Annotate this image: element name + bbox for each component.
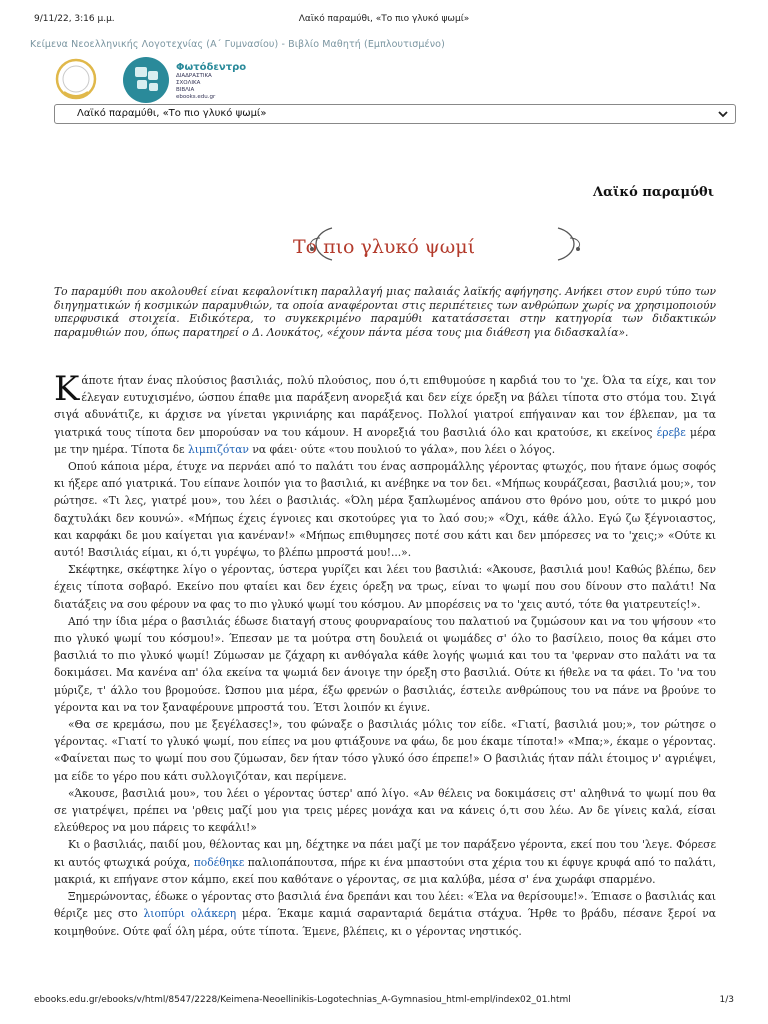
logo-line1: ΔΙΑΔΡΑΣΤΙΚΑ	[176, 73, 212, 79]
photodentro-logo-text	[176, 62, 246, 101]
glossary-link-podethike[interactable]: ποδέθηκε	[193, 855, 245, 869]
story-paragraph-6: «Άκουσε, βασιλιά μου», του λέει ο γέροντας ύστερ' από λίγο. «Αν θέλεις να δοκιμάσεις στ' αληθινά το ψωμί που θα σε γιατρέψει, πρέπει να 'ρθεις μαζί μου για τρεις μέρες μονάχα και να κάνεις ό,τι σου λέω. Αν δε γίνεις καλά, είσαι ελεύθερος να μου πάρεις το κεφάλι!»	[54, 786, 716, 835]
print-datetime: 9/11/22, 3:16 μ.μ.	[34, 14, 115, 24]
story-paragraph-1	[54, 369, 716, 458]
p8-text-a: Ξημερώνοντας, έδωκε ο γέροντας στο βασιλιά ένα δρεπάνι και του λέει: «Έλα να θερίσουμε!». Έπιασε ο βασιλιάς και θέριζε μες στο	[54, 890, 716, 921]
logo-line2: ΣΧΟΛΙΚΑ	[176, 80, 201, 86]
story-paragraph-3: Σκέφτηκε, σκέφτηκε λίγο ο γέροντας, ύστερα γυρίζει και λέει του βασιλιά: «Άκουσε, βασιλιά μου! Καθώς βλέπω, δεν έχεις τίποτα σοβαρό. Εκείνο που φταίει και δεν έχεις όρεξη να τρως, είναι το ψωμί που σου δίνουν στο παλάτι! Να διατάξεις να σου φέρουν να φας το πιο γλυκό ψωμί του κόσμου. Αν μπορέσεις να το 'χεις αυτό, τότε θα γιατρευτείς!».	[54, 563, 716, 611]
ministry-logo-icon[interactable]	[54, 56, 98, 102]
glossary-link-limpizotan[interactable]: λιμπιζόταν	[187, 442, 249, 456]
print-header	[34, 14, 734, 28]
glossary-link-liopyri[interactable]: λιοπύρι ολάκερη	[143, 907, 237, 921]
chapter-select[interactable]	[54, 104, 736, 124]
print-doc-title: Λαϊκό παραμύθι, «Το πιο γλυκό ψωμί»	[298, 14, 470, 24]
p7-text-a: Κι ο βασιλιάς, παιδί μου, θέλοντας και μη, δέχτηκε να πάει μαζί με τον παράξενο γέροντα, εκεί που του 'λεγε. Φόρεσε κι αυτός φτωχικά ρούχα,	[54, 838, 716, 869]
logo-site: ebooks.edu.gr	[176, 94, 216, 100]
intro-text: Το παραμύθι που ακολουθεί είναι κεφαλονίτικη παραλλαγή μιας παλαιάς λαϊκής αφήγησης. Ανήκει στον ευρύ τύπο των διηγηματικών ή κοσμικών παραμυθιών, τα οποία αναφέρονται στις περιπέτειες των ανθρώπων χωρίς να χρησιμοποιούν υπερφυσικά στοιχεία. Ειδικότερα, το συγκεκριμένο παραμύθι κατατάσσεται στην κατηγορία των διδακτικών παραμυθιών που, όπως παρατηρεί ο Δ. Λουκάτος,	[54, 285, 716, 340]
right-ornament-icon	[554, 222, 588, 266]
glossary-link-erevve[interactable]: έρεβε	[656, 425, 686, 439]
p8-text-b: μέρα. Έκαμε καμιά σαρανταριά δεμάτια στάχυα. Ήρθε το βράδυ, πέσανε ξεροί να κοιμηθούνε. Ούτε φαΐ όλη μέρα, ούτε τίποτα. Έμενε, βλέπεις, κι ο γέροντας νηστικός.	[54, 907, 717, 938]
story-paragraph-2: Οπού κάποια μέρα, έτυχε να περνάει από το παλάτι του ένας ασπρομάλλης γέροντας φτωχός, που ήτανε όμως σοφός κι ήξερε από γιατρικά. Του είπανε λοιπόν για το βασιλιά, κι ανέβηκε να τον δει. «Μήπως κουράζεσαι, βασιλιά μου;», τον ρώτησε. «Τι λες, γιατρέ μου», του λέει ο βασιλιάς. «Όλη μέρα ξαπλωμένος απάνου στο θρόνο μου, ούτε το μικρό μου δαχτυλάκι δεν κουνώ». «Μήπως έχεις έγνοιες και σκοτούρες για το λαό σου;» «Όχι, κάθε άλλο. Εγώ ζω ξέγνοιαστος, και καρφάκι δε μου καίγεται για κανέναν!» «Μήπως επιθυμησες ποτέ σου κάτι και δεν μπόρεσες να το 'χεις;» «Ούτε κι αυτό! Βασιλιάς είμαι, κι ό,τι γυρέψω, το βλέπω μπροστά μου!...».	[54, 460, 716, 560]
p1-text-c: να φάει· ούτε «του πουλιού το γάλα», που λέει ο λόγος.	[248, 442, 556, 456]
story-body	[54, 369, 717, 940]
story-paragraph-8	[54, 888, 716, 940]
drop-cap: Κ	[54, 369, 80, 409]
logo-bar	[54, 56, 294, 104]
intro-paragraph	[54, 285, 716, 340]
p1-text-a: άποτε ήταν ένας πλούσιος βασιλιάς, πολύ πλούσιος, που ό,τι επιθυμούσε η καρδιά του το 'χε. Όλα τα είχε, και τον έλεγαν ευτυχισμένο, ώσπου έπαθε μια παράξενη ανορεξιά και δεν είχε όρεξη να βάλει τίποτα στο στόμα του. Σιγά σιγά αδυνάτιζε, κι άρχισε να γίνεται γκρινιάρης και παράξενος. Πολλοί γιατροί επήγαιναν και τον έβλεπαν, μα τα γιατρικά τους τίποτα δεν μπορούσαν να του κάμουν. Η ανορεξιά του βασιλιά όλο και κρατούσε, κι εκείνος	[54, 374, 716, 439]
story-title: Το πιο γλυκό ψωμί	[292, 236, 476, 258]
page-number: 1/3	[719, 995, 734, 1005]
story-paragraph-5: «Θα σε κρεμάσω, που με ξεγέλασες!», του φώναξε ο βασιλιάς μόλις τον είδε. «Γιατί, βασιλιά μου;», τον ρώτησε ο γέροντας. «Γιατί το γλυκό ψωμί, που είπες να μου φτιάξουνε να φάω, δε μου έκαμε τίποτα!» «Μπα;», έκαμε ο γέροντας. «Φαίνεται πως το ψωμί που σου ζύμωσαν, δεν ήταν τόσο γλυκό όσο έπρεπε!» Ο βασιλιάς ήταν πάλι έτοιμος ν' αγριέψει, μα είδε το γέρο που κάτι συλλογιζόταν, και περίμενε.	[54, 718, 716, 783]
footer-url: ebooks.edu.gr/ebooks/v/html/8547/2228/Keimena-Neoellinikis-Logotechnias_A-Gymnasiou_html-empl/index02_01.html	[34, 995, 571, 1005]
intro-end: .	[624, 326, 629, 340]
logo-name: Φωτόδεντρο	[176, 62, 247, 73]
intro-quote: «έχουν πάντα μέσα τους μια διάθεση για διδασκαλία»	[326, 326, 625, 340]
section-label: Λαϊκό παραμύθι	[593, 185, 714, 200]
photodentro-logo-icon[interactable]	[122, 56, 170, 104]
chapter-select-value: Λαϊκό παραμύθι, «Το πιο γλυκό ψωμί»	[77, 108, 267, 119]
story-title-block	[0, 222, 768, 266]
p1-text-b: μέρα με την ημέρα. Τίποτα δε	[54, 425, 716, 456]
chevron-down-icon[interactable]	[711, 105, 735, 123]
p7-text-b: παλιοπάπουτσα, πήρε κι ένα μπαστούνι στα χέρια του κι έφυγε κρυφά από το παλάτι, μακριά, κι επήγανε στον κάμπο, εκεί που καθότανε ο γέροντας, σε μια καλύβα, μέσα σ' ένα χωράφι σπαρμένο.	[54, 855, 716, 886]
story-paragraph-7	[54, 836, 716, 888]
story-paragraph-4: Από την ίδια μέρα ο βασιλιάς έδωσε διαταγή στους φουρναραίους του παλατιού να ζυμώσουν και να του ψήσουν «το πιο γλυκό ψωμί του κόσμου!». Έπεσαν με τα μούτρα στη δουλειά οι ψωμάδες σ' όλο το βασίλειο, ποιος θα κάμει στο βασιλιά το πιο γλυκό ψωμί! Ζύμωσαν με ζάχαρη κι ανθόγαλα κάθε λογής ψωμιά και του τα 'φερναν στο παλάτι να τα δοκιμάσει. Μα κανένα απ' όλα εκείνα τα ψωμιά δεν άνοιγε την όρεξη στο βασιλιά. Ούτε κι ήθελε να τα φάει. Το 'να του μύριζε, τ' άλλο του βρομούσε. Ώσπου μια μέρα, έξω φρενών ο βασιλιάς, έστειλε ανθρώπους του να πάνε να βρούνε το γέροντα και να τον ξαναφέρουνε μπροστά του. Έτσι λοιπόν κι έγινε.	[54, 614, 716, 714]
logo-line3: ΒΙΒΛΙΑ	[176, 87, 195, 93]
print-footer	[34, 995, 734, 1009]
book-title-link[interactable]: Κείμενα Νεοελληνικής Λογοτεχνίας (Α΄ Γυμνασίου) - Βιβλίο Μαθητή (Εμπλουτισμένο)	[30, 39, 445, 50]
